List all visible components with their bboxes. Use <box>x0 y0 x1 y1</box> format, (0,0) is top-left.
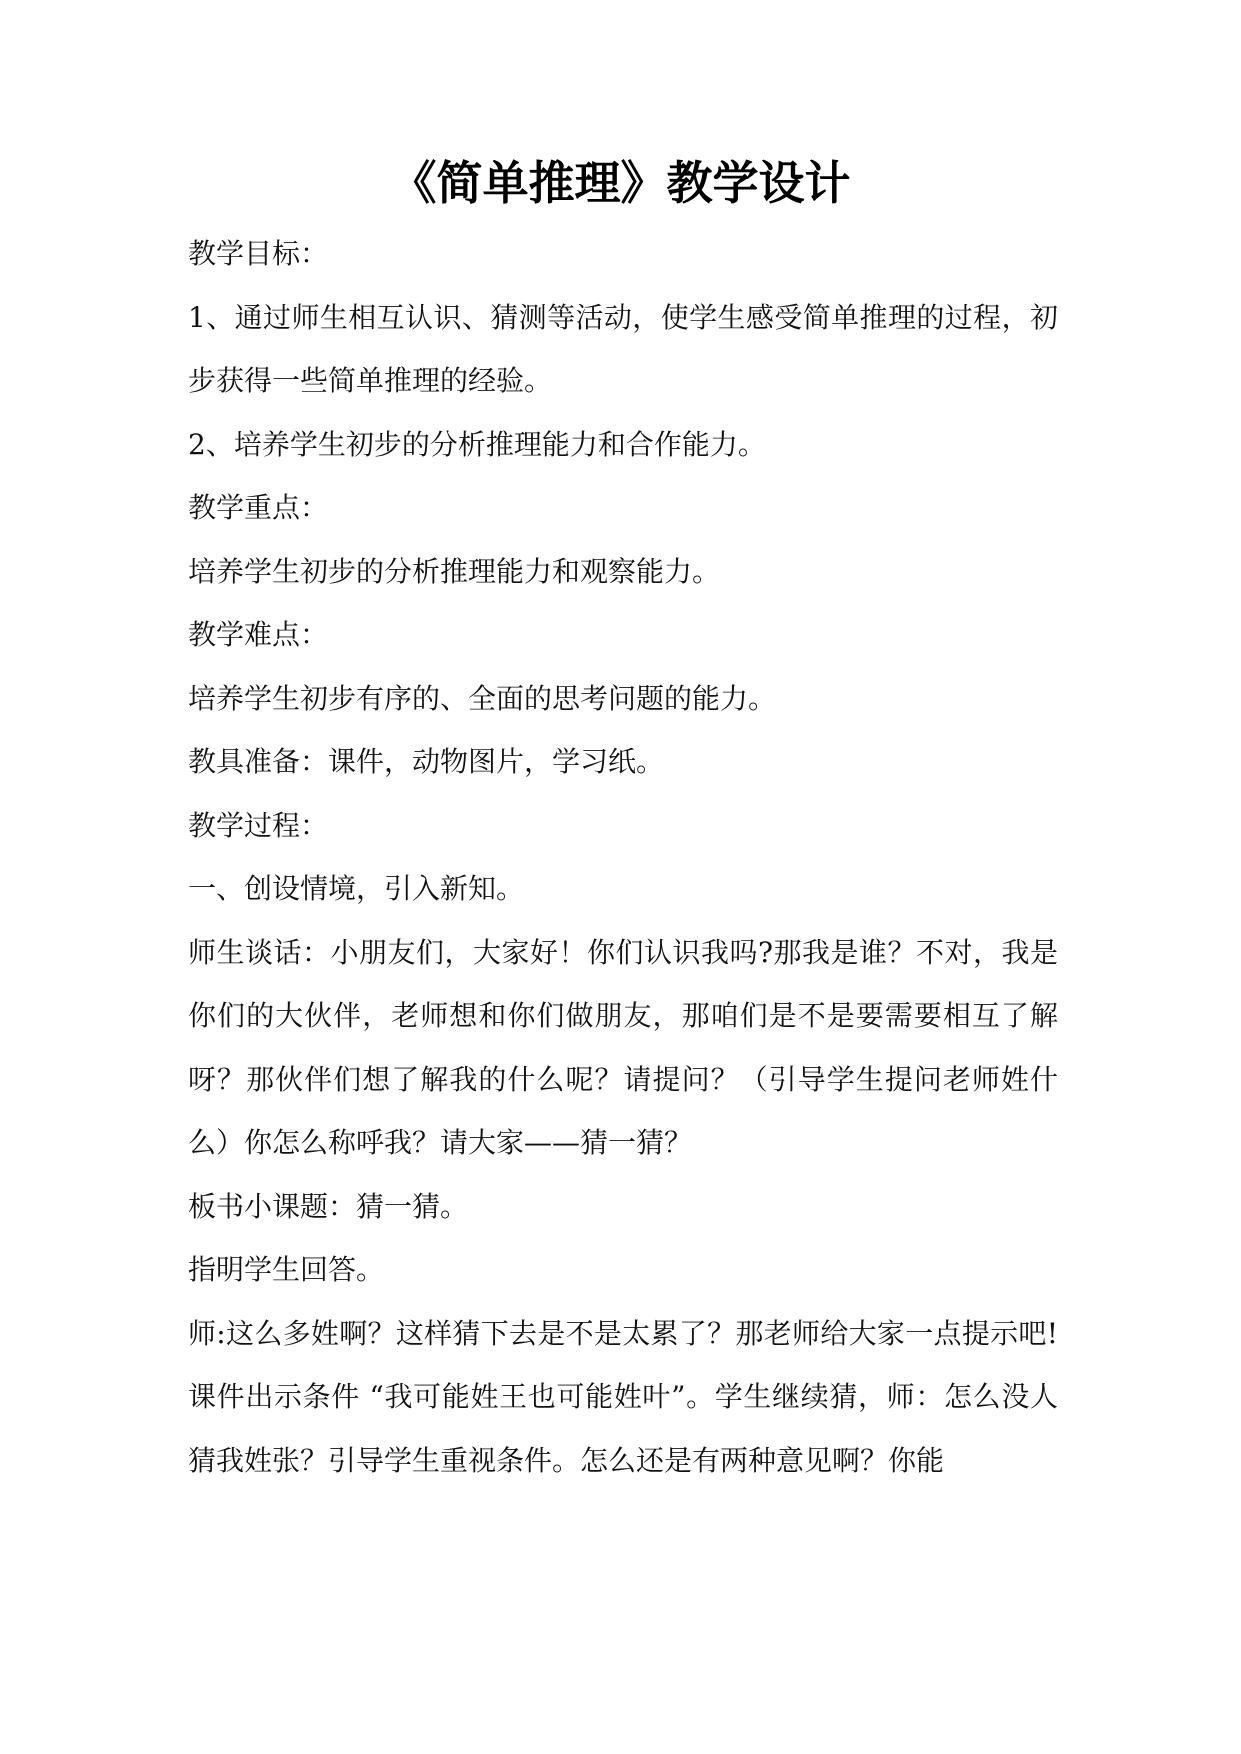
teacher-hint-paragraph: 师:这么多姓啊？这样猜下去是不是太累了？那老师给大家一点提示吧!课件出示条件 “我可能姓王也可能姓叶”。学生继续猜，师：怎么没人猜我姓张？引导学生重视条件。怎么还是有两种意见啊？你能 <box>188 1316 1058 1477</box>
dialogue-paragraph: 师生谈话：小朋友们，大家好！你们认识我吗?那我是谁？不对，我是你们的大伙伴，老师想和你们做朋友，那咱们是不是要需要相互了解呀？那伙伴们想了解我的什么呢？请提问？（引导学生提问老师姓什么）你怎么称呼我？请大家——猜一猜？ <box>188 935 1058 1159</box>
document-title: 《简单推理》教学设计 <box>390 156 851 210</box>
heading-process: 教学过程： <box>188 808 329 842</box>
board-title-note: 板书小课题：猜一猜。 <box>188 1189 469 1223</box>
section-heading-1: 一、创设情境，引入新知。 <box>188 872 525 905</box>
goal-item-2: 2、培养学生初步的分析推理能力和合作能力。 <box>188 427 766 461</box>
heading-key-points: 教学重点： <box>188 491 329 524</box>
heading-difficulties: 教学难点： <box>188 618 329 651</box>
document-body <box>188 222 1058 1492</box>
student-answer-note: 指明学生回答。 <box>188 1253 385 1286</box>
difficulties-text: 培养学生初步有序的、全面的思考问题的能力。 <box>188 681 777 715</box>
heading-teaching-goals: 教学目标： <box>188 237 329 270</box>
teaching-aids: 教具准备：课件，动物图片，学习纸。 <box>188 745 665 778</box>
goal-item-1: 1、通过师生相互认识、猜测等活动，使学生感受简单推理的过程，初步获得一些简单推理的经验。 <box>188 300 1058 397</box>
key-points-text: 培养学生初步的分析推理能力和观察能力。 <box>188 554 721 588</box>
